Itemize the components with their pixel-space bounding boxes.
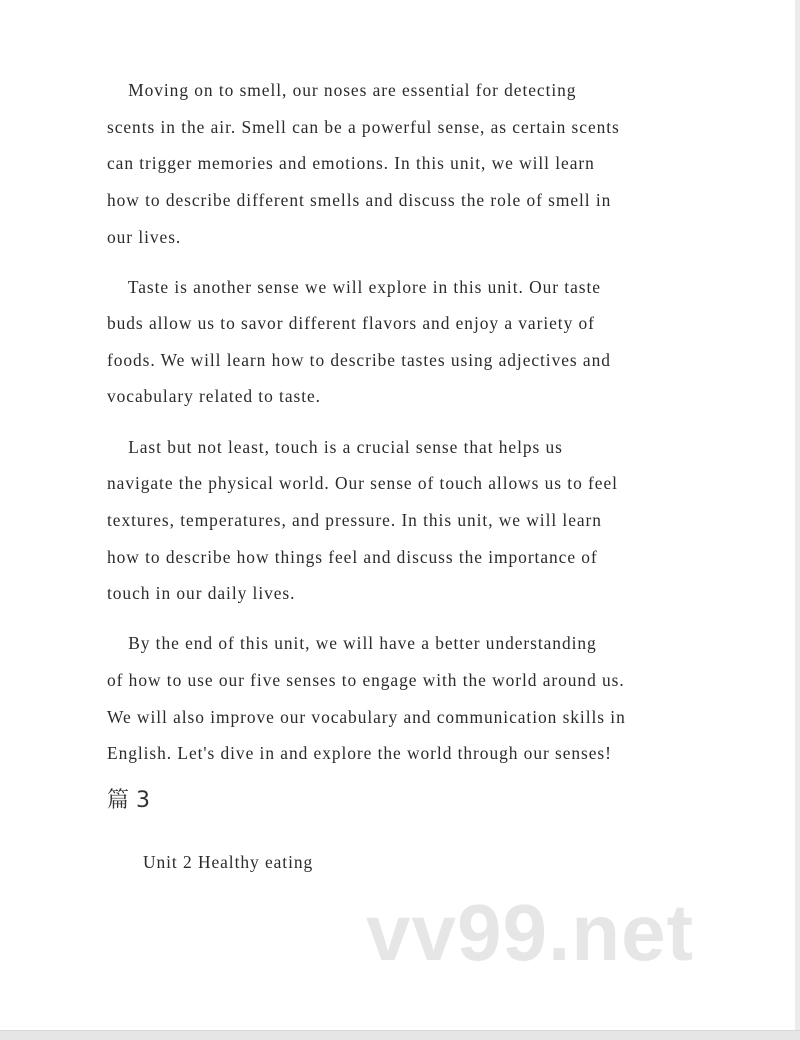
text-line: of how to use our five senses to engage with the world around us. <box>107 670 625 690</box>
text-line: Moving on to smell, our noses are essential for detecting <box>107 80 577 100</box>
unit-title: Unit 2 Healthy eating <box>143 852 314 872</box>
text-line: textures, temperatures, and pressure. In this unit, we will learn <box>107 510 602 530</box>
text-line: We will also improve our vocabulary and communication skills in <box>107 707 626 727</box>
text-line: how to describe how things feel and discuss the importance of <box>107 547 598 567</box>
text-line: English. Let's dive in and explore the world through our senses! <box>107 743 612 763</box>
text-line: our lives. <box>107 227 182 247</box>
text-line: Taste is another sense we will explore in this unit. Our taste <box>107 277 601 297</box>
text-line: how to describe different smells and discuss the role of smell in <box>107 190 612 210</box>
text-line: By the end of this unit, we will have a better understanding <box>107 633 597 653</box>
text-line: touch in our daily lives. <box>107 583 296 603</box>
text-line: vocabulary related to taste. <box>107 386 321 406</box>
section-heading: 篇 3 <box>107 788 150 813</box>
text-line: Last but not least, touch is a crucial sense that helps us <box>107 437 563 457</box>
text-line: buds allow us to savor different flavors and enjoy a variety of <box>107 313 595 333</box>
text-line: can trigger memories and emotions. In this unit, we will learn <box>107 153 595 173</box>
text-line: foods. We will learn how to describe tastes using adjectives and <box>107 350 611 370</box>
text-line: navigate the physical world. Our sense of touch allows us to feel <box>107 473 618 493</box>
watermark: vv99.net <box>366 888 695 977</box>
text-line: scents in the air. Smell can be a powerful sense, as certain scents <box>107 117 620 137</box>
